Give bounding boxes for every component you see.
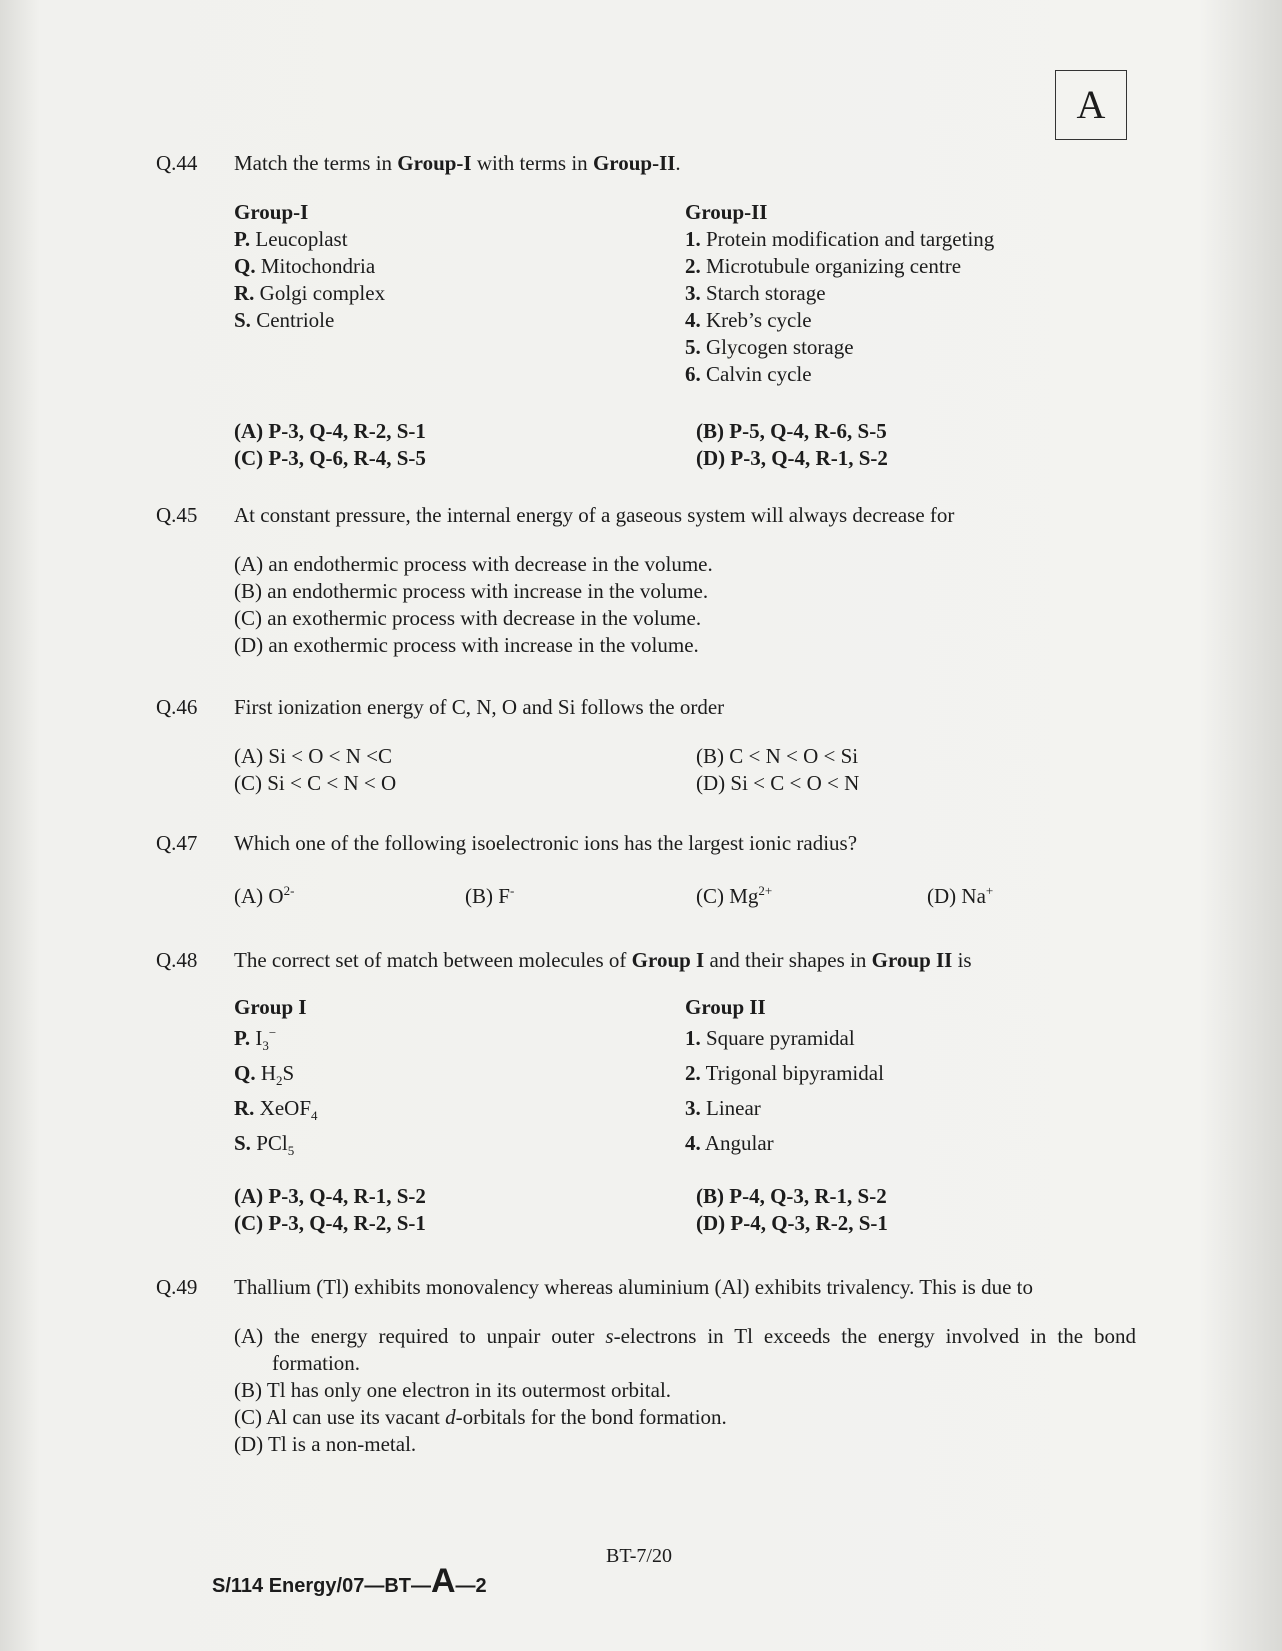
group-item: 5. Glycogen storage	[685, 335, 854, 359]
question-number: Q.44	[156, 151, 198, 175]
option-d[interactable]: (D) Si < C < O < N	[696, 771, 860, 795]
group-item: R. XeOF$_4$	[234, 1096, 318, 1124]
option-a[interactable]: (A) $O^{2-}$	[234, 883, 295, 908]
option-c[interactable]: (C) an exothermic process with decrease in the volume.	[234, 606, 702, 630]
question-stem: Which one of the following isoelectronic ions has the largest ionic radius?	[234, 831, 858, 855]
group-1-column	[234, 994, 685, 1161]
group-item: S. Centriole	[234, 308, 335, 332]
question-number: Q.46	[156, 695, 198, 719]
question-stem: First ionization energy of C, N, O and Si follows the order	[234, 695, 725, 719]
question-44	[156, 150, 1136, 472]
question-stem: At constant pressure, the internal energy of a gaseous system will always decrease for	[234, 503, 955, 527]
question-number: Q.47	[156, 831, 198, 855]
option-b[interactable]: (B) C < N < O < Si	[696, 744, 859, 768]
option-c[interactable]: (C) Si < C < N < O	[234, 771, 397, 795]
group-item: S. PCl$_5$	[234, 1131, 295, 1159]
group-item: 6. Calvin cycle	[685, 362, 812, 386]
option-b[interactable]: (B) P-5, Q-4, R-6, S-5	[696, 419, 887, 443]
answer-options	[234, 883, 1136, 910]
group-item: Q. $H_2S$	[234, 1061, 295, 1089]
option-d[interactable]: (D) P-4, Q-3, R-2, S-1	[696, 1211, 888, 1235]
page-number: BT-7/20	[606, 1545, 672, 1567]
match-columns	[234, 199, 1136, 388]
group-item: 4. Angular	[685, 1131, 774, 1155]
question-number: Q.48	[156, 948, 198, 972]
option-b[interactable]: (B) Tl has only one electron in its outermost orbital.	[234, 1378, 672, 1402]
question-set-box: A	[1055, 70, 1127, 140]
answer-options	[234, 418, 1136, 472]
option-a[interactable]: (A) an endothermic process with decrease in the volume.	[234, 552, 713, 576]
question-49	[156, 1274, 1136, 1458]
group-item: 4. Kreb’s cycle	[685, 308, 812, 332]
group-heading: Group-I	[234, 200, 309, 224]
question-47	[156, 830, 1136, 910]
group-item: 1. Square pyramidal	[685, 1026, 855, 1050]
paper-code: S/114 Energy/07—BT—A—2	[212, 1562, 487, 1600]
group-item: 2. Microtubule organizing centre	[685, 254, 962, 278]
question-48	[156, 947, 1136, 1237]
option-b[interactable]: (B) P-4, Q-3, R-1, S-2	[696, 1184, 887, 1208]
group-heading: Group II	[685, 995, 766, 1019]
group-item: 3. Linear	[685, 1096, 761, 1120]
option-b[interactable]: (B) an endothermic process with increase in the volume.	[234, 579, 709, 603]
question-45	[156, 502, 1136, 659]
option-c[interactable]: (C) $Mg^{2+}$	[696, 883, 773, 908]
question-stem: Match the terms in Group-I with terms in Group-II.	[234, 151, 681, 175]
match-columns	[234, 994, 1136, 1161]
option-d[interactable]: (D) P-3, Q-4, R-1, S-2	[696, 446, 888, 470]
answer-options	[234, 1183, 1136, 1237]
option-d[interactable]: (D) an exothermic process with increase in the volume.	[234, 633, 699, 657]
group-heading: Group I	[234, 995, 307, 1019]
option-d[interactable]: (D) Tl is a non-metal.	[234, 1432, 417, 1456]
question-stem: Thallium (Tl) exhibits monovalency whereas aluminium (Al) exhibits trivalency. This is due to	[234, 1275, 1033, 1299]
question-number: Q.49	[156, 1275, 198, 1299]
option-c[interactable]: (C) P-3, Q-4, R-2, S-1	[234, 1211, 426, 1235]
group-2-column	[685, 199, 1136, 388]
option-b[interactable]: (B) F-	[465, 883, 515, 908]
option-a[interactable]: (A) P-3, Q-4, R-2, S-1	[234, 419, 426, 443]
group-item: P. Leucoplast	[234, 227, 348, 251]
answer-options	[234, 743, 1136, 797]
option-d[interactable]: (D) Na+	[927, 883, 994, 908]
question-number: Q.45	[156, 503, 198, 527]
group-item: 2. Trigonal bipyramidal	[685, 1061, 884, 1085]
group-item: Q. Mitochondria	[234, 254, 376, 278]
group-item: P. $I_3^-$	[234, 1025, 277, 1054]
option-c[interactable]: (C) P-3, Q-6, R-4, S-5	[234, 446, 426, 470]
group-item: 3. Starch storage	[685, 281, 826, 305]
option-a[interactable]: (A) the energy required to unpair outer s-electrons in Tl exceeds the energy involved in the bond formation.	[234, 1324, 1136, 1375]
question-stem: The correct set of match between molecules of Group I and their shapes in Group II is	[234, 948, 972, 972]
group-heading: Group-II	[685, 200, 768, 224]
group-item: R. Golgi complex	[234, 281, 386, 305]
group-2-column	[685, 994, 1136, 1161]
answer-options	[234, 1323, 1136, 1458]
option-c[interactable]: (C) Al can use its vacant d-orbitals for the bond formation.	[234, 1405, 727, 1429]
group-1-column	[234, 199, 685, 388]
option-a[interactable]: (A) Si < O < N <C	[234, 744, 393, 768]
answer-options	[234, 551, 1136, 659]
option-a[interactable]: (A) P-3, Q-4, R-1, S-2	[234, 1184, 426, 1208]
question-46	[156, 694, 1136, 797]
group-item: 1. Protein modification and targeting	[685, 227, 995, 251]
